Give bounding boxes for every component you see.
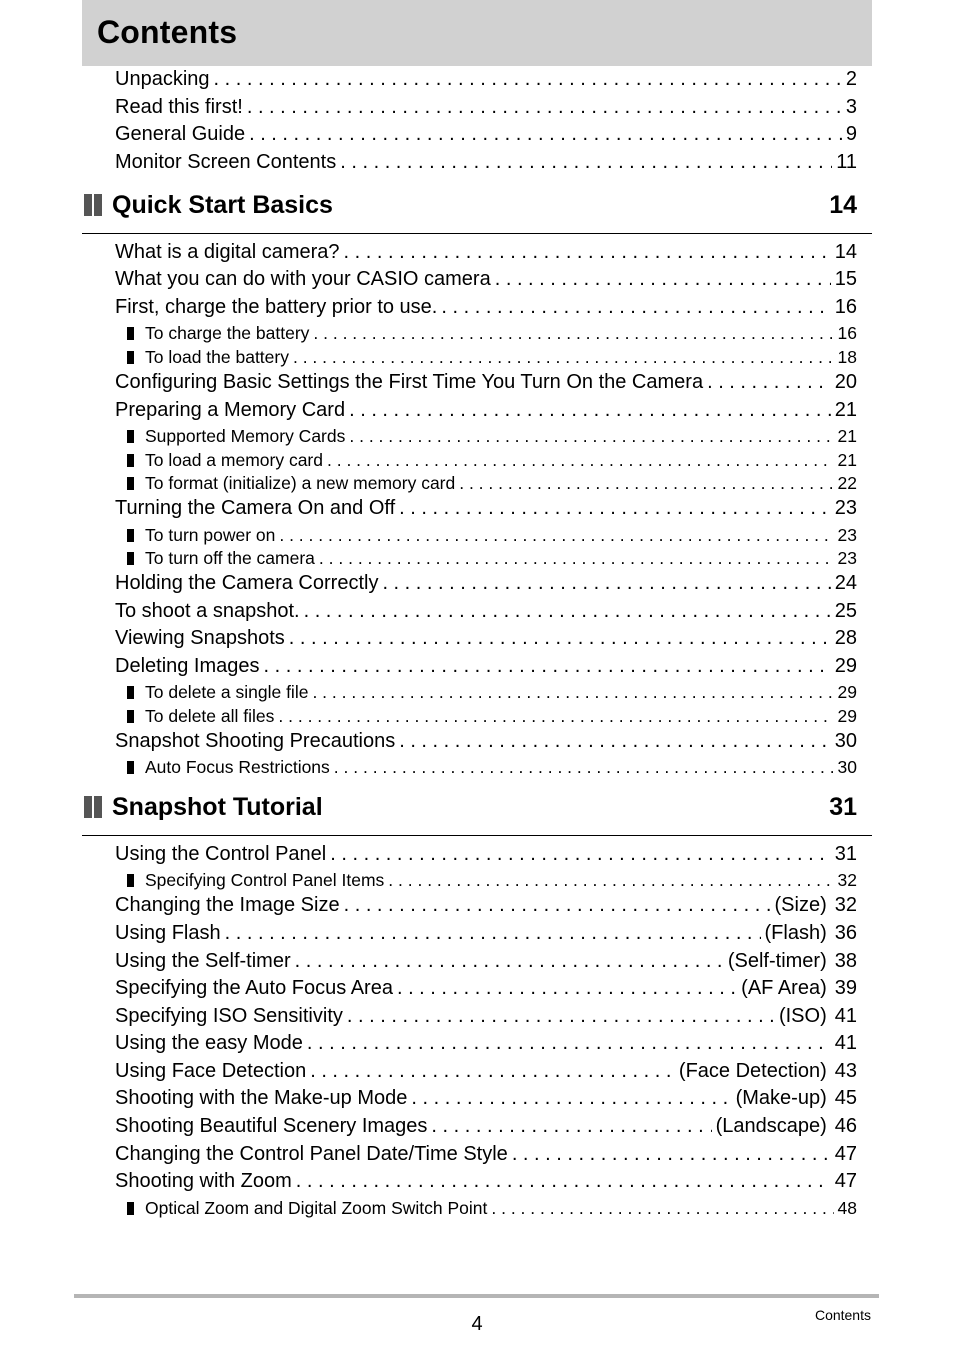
toc-entry[interactable] bbox=[115, 1143, 857, 1169]
toc-entry[interactable] bbox=[115, 572, 857, 598]
toc-entry[interactable] bbox=[115, 268, 857, 294]
dot-leader bbox=[249, 123, 842, 146]
toc-entry-label: To format (initialize) a new memory card bbox=[145, 473, 456, 493]
dot-leader bbox=[330, 843, 831, 866]
toc-entry-page: 2 bbox=[845, 68, 857, 90]
toc-entry-label: Holding the Camera Correctly bbox=[115, 572, 379, 594]
dot-leader bbox=[349, 399, 831, 422]
section-marker-icon bbox=[82, 796, 104, 818]
toc-entry-page: 32 bbox=[834, 894, 857, 916]
toc-entry-page: 23 bbox=[834, 497, 857, 519]
section-title: Snapshot Tutorial bbox=[112, 793, 323, 821]
toc-entry-page: 41 bbox=[834, 1032, 857, 1054]
toc-entry-label: Auto Focus Restrictions bbox=[145, 757, 330, 777]
toc-entry-label: Shooting with the Make-up Mode bbox=[115, 1087, 408, 1109]
section-page: 14 bbox=[829, 191, 857, 219]
toc-entry[interactable] bbox=[115, 371, 857, 397]
bullet-square-icon bbox=[127, 874, 134, 887]
bullet-square-icon bbox=[127, 327, 134, 340]
toc-subentry[interactable] bbox=[127, 450, 857, 472]
title-bar bbox=[82, 0, 872, 66]
toc-entry[interactable] bbox=[115, 600, 857, 626]
toc-entry[interactable] bbox=[115, 1115, 857, 1141]
toc-entry[interactable] bbox=[115, 1170, 857, 1196]
toc-entry-page: 22 bbox=[837, 473, 857, 493]
toc-entry-page: 20 bbox=[834, 371, 857, 393]
bullet-square-icon bbox=[127, 529, 134, 542]
toc-subentry[interactable] bbox=[127, 870, 857, 892]
bullet-square-icon bbox=[127, 552, 134, 565]
toc-entry-label: To delete a single file bbox=[145, 682, 309, 702]
dot-leader bbox=[707, 371, 831, 394]
toc-entry-label: Using Flash bbox=[115, 922, 221, 944]
toc-entry-label: Using the easy Mode bbox=[115, 1032, 303, 1054]
toc-entry[interactable] bbox=[115, 123, 857, 149]
toc-entry-mode-label: (Landscape) bbox=[715, 1115, 827, 1137]
toc-entry[interactable] bbox=[115, 296, 857, 322]
dot-leader bbox=[399, 730, 831, 753]
toc-entry-label: Specifying the Auto Focus Area bbox=[115, 977, 393, 999]
dot-leader bbox=[334, 757, 834, 778]
toc-entry-mode-label: (Face Detection) bbox=[678, 1060, 827, 1082]
dot-leader bbox=[327, 450, 834, 471]
toc-entry-page: 46 bbox=[834, 1115, 857, 1137]
toc-entry-label: Monitor Screen Contents bbox=[115, 151, 337, 173]
dot-leader bbox=[264, 655, 831, 678]
dot-leader bbox=[214, 68, 842, 91]
dot-leader bbox=[344, 241, 831, 264]
dot-leader bbox=[278, 706, 833, 727]
toc-entry-label: Using Face Detection bbox=[115, 1060, 307, 1082]
bullet-square-icon bbox=[127, 430, 134, 443]
toc-entry[interactable] bbox=[115, 627, 857, 653]
toc-entry-label: To turn off the camera bbox=[145, 548, 315, 568]
bullet-square-icon bbox=[127, 761, 134, 774]
dot-leader bbox=[459, 473, 833, 494]
toc-entry[interactable] bbox=[115, 894, 857, 920]
toc-entry-label: What is a digital camera? bbox=[115, 241, 340, 263]
toc-entry-label: Specifying Control Panel Items bbox=[145, 870, 385, 890]
bullet-square-icon bbox=[127, 1202, 134, 1215]
toc-entry-label: To charge the battery bbox=[145, 323, 310, 343]
toc-entry-page: 18 bbox=[837, 347, 857, 367]
toc-subentry[interactable] bbox=[127, 347, 857, 369]
dot-leader bbox=[431, 1115, 711, 1138]
dot-leader bbox=[397, 977, 737, 1000]
toc-entry-label: Changing the Control Panel Date/Time Style bbox=[115, 1143, 508, 1165]
toc-entry-page: 14 bbox=[834, 241, 857, 263]
toc-entry[interactable] bbox=[115, 399, 857, 425]
toc-entry[interactable] bbox=[115, 950, 857, 976]
section-title: Quick Start Basics bbox=[112, 191, 333, 219]
toc-entry-page: 25 bbox=[834, 600, 857, 622]
toc-entry-page: 30 bbox=[834, 730, 857, 752]
dot-leader bbox=[307, 1032, 831, 1055]
toc-entry-page: 21 bbox=[834, 399, 857, 421]
dot-leader bbox=[310, 1060, 675, 1083]
toc-entry-page: 29 bbox=[837, 682, 857, 702]
toc-entry-label: Snapshot Shooting Precautions bbox=[115, 730, 396, 752]
toc-subentry[interactable] bbox=[127, 525, 857, 547]
toc-entry-page: 30 bbox=[837, 757, 857, 777]
toc-subentry[interactable] bbox=[127, 473, 857, 495]
dot-leader bbox=[340, 151, 832, 174]
toc-subentry[interactable] bbox=[127, 706, 857, 728]
dot-leader bbox=[293, 347, 834, 368]
toc-entry-label: Supported Memory Cards bbox=[145, 426, 346, 446]
toc-entry-label: Changing the Image Size bbox=[115, 894, 340, 916]
toc-entry-label: Deleting Images bbox=[115, 655, 260, 677]
toc-entry-label: Shooting with Zoom bbox=[115, 1170, 292, 1192]
dot-leader bbox=[411, 1087, 731, 1110]
dot-leader bbox=[296, 1170, 831, 1193]
bullet-square-icon bbox=[127, 454, 134, 467]
toc-entry-page: 36 bbox=[834, 922, 857, 944]
toc-entry[interactable] bbox=[115, 151, 857, 177]
toc-entry-page: 43 bbox=[834, 1060, 857, 1082]
dot-leader bbox=[441, 296, 830, 319]
dot-leader bbox=[225, 922, 761, 945]
dot-leader bbox=[344, 894, 771, 917]
dot-leader bbox=[347, 1005, 775, 1028]
toc-entry-label: To turn power on bbox=[145, 525, 276, 545]
toc-entry-mode-label: (Self-timer) bbox=[727, 950, 827, 972]
toc-entry-mode-label: (ISO) bbox=[778, 1005, 827, 1027]
dot-leader bbox=[312, 682, 833, 703]
toc-entry-page: 23 bbox=[837, 525, 857, 545]
toc-entry-label: To delete all files bbox=[145, 706, 275, 726]
bullet-square-icon bbox=[127, 477, 134, 490]
toc-entry-page: 45 bbox=[834, 1087, 857, 1109]
toc-entry-page: 31 bbox=[834, 843, 857, 865]
toc-entry-page: 39 bbox=[834, 977, 857, 999]
toc-entry-label: Optical Zoom and Digital Zoom Switch Point bbox=[145, 1198, 488, 1218]
toc-entry-label: Read this first! bbox=[115, 96, 243, 118]
section-header[interactable] bbox=[82, 191, 872, 234]
dot-leader bbox=[319, 548, 834, 569]
toc-entry-label: Viewing Snapshots bbox=[115, 627, 285, 649]
dot-leader bbox=[382, 572, 830, 595]
toc-entry[interactable] bbox=[115, 241, 857, 267]
dot-leader bbox=[295, 950, 724, 973]
toc-entry-page: 3 bbox=[845, 96, 857, 118]
bullet-square-icon bbox=[127, 351, 134, 364]
toc-entry[interactable] bbox=[115, 843, 857, 869]
toc-entry[interactable] bbox=[115, 68, 857, 94]
dot-leader bbox=[313, 323, 833, 344]
toc-entry-page: 32 bbox=[837, 870, 857, 890]
dot-leader bbox=[388, 870, 833, 891]
toc-entry-label: Turning the Camera On and Off bbox=[115, 497, 396, 519]
footer-section-label: Contents bbox=[814, 1307, 871, 1323]
toc-entry-label: What you can do with your CASIO camera bbox=[115, 268, 491, 290]
footer-divider bbox=[74, 1294, 879, 1298]
toc-entry-mode-label: (Size) bbox=[774, 894, 827, 916]
toc-entry-page: 38 bbox=[834, 950, 857, 972]
toc-entry-page: 28 bbox=[834, 627, 857, 649]
toc-entry[interactable] bbox=[115, 977, 857, 1003]
dot-leader bbox=[512, 1143, 831, 1166]
toc-entry-page: 21 bbox=[837, 450, 857, 470]
dot-leader bbox=[247, 96, 842, 119]
toc-entry-label: First, charge the battery prior to use. bbox=[115, 296, 438, 318]
toc-entry-page: 24 bbox=[834, 572, 857, 594]
toc-entry-page: 48 bbox=[837, 1198, 857, 1218]
toc-entry[interactable] bbox=[115, 1032, 857, 1058]
section-marker-icon bbox=[82, 194, 104, 216]
toc-entry-label: Configuring Basic Settings the First Time You Turn On the Camera bbox=[115, 371, 704, 393]
toc-entry-page: 16 bbox=[834, 296, 857, 318]
toc-entry-page: 11 bbox=[836, 151, 857, 173]
toc-subentry[interactable] bbox=[127, 757, 857, 779]
toc-entry[interactable] bbox=[115, 1060, 857, 1086]
section-page: 31 bbox=[829, 793, 857, 821]
toc-entry-label: Specifying ISO Sensitivity bbox=[115, 1005, 343, 1027]
toc-entry-page: 47 bbox=[834, 1170, 857, 1192]
toc-entry-label: Preparing a Memory Card bbox=[115, 399, 346, 421]
toc-subentry[interactable] bbox=[127, 1198, 857, 1220]
toc-entry-page: 16 bbox=[837, 323, 857, 343]
toc-subentry[interactable] bbox=[127, 426, 857, 448]
toc-subentry[interactable] bbox=[127, 323, 857, 345]
toc-entry[interactable] bbox=[115, 1087, 857, 1113]
toc-entry-page: 23 bbox=[837, 548, 857, 568]
toc-entry-label: Using the Self-timer bbox=[115, 950, 291, 972]
dot-leader bbox=[399, 497, 831, 520]
toc-subentry[interactable] bbox=[127, 682, 857, 704]
dot-leader bbox=[304, 600, 831, 623]
dot-leader bbox=[491, 1198, 833, 1219]
toc-entry[interactable] bbox=[115, 730, 857, 756]
section-header[interactable] bbox=[82, 793, 872, 836]
toc-entry[interactable] bbox=[115, 655, 857, 681]
bullet-square-icon bbox=[127, 686, 134, 699]
toc-entry-page: 29 bbox=[837, 706, 857, 726]
toc-subentry[interactable] bbox=[127, 548, 857, 570]
toc-entry-label: General Guide bbox=[115, 123, 246, 145]
toc-entry[interactable] bbox=[115, 1005, 857, 1031]
toc-entry-page: 9 bbox=[845, 123, 857, 145]
toc-entry-mode-label: (AF Area) bbox=[741, 977, 827, 999]
page-title: Contents bbox=[97, 14, 238, 50]
toc-entry-page: 41 bbox=[834, 1005, 857, 1027]
toc-entry[interactable] bbox=[115, 96, 857, 122]
toc-entry-page: 15 bbox=[834, 268, 857, 290]
toc-entry-label: To shoot a snapshot. bbox=[115, 600, 300, 622]
footer-page-number: 4 bbox=[471, 1313, 483, 1335]
dot-leader bbox=[279, 525, 833, 546]
toc-entry-page: 21 bbox=[837, 426, 857, 446]
toc-entry-mode-label: (Make-up) bbox=[735, 1087, 827, 1109]
toc-entry-label: To load the battery bbox=[145, 347, 289, 367]
toc-entry[interactable] bbox=[115, 497, 857, 523]
toc-entry[interactable] bbox=[115, 922, 857, 948]
dot-leader bbox=[289, 627, 831, 650]
toc-entry-label: To load a memory card bbox=[145, 450, 323, 470]
toc-entry-label: Shooting Beautiful Scenery Images bbox=[115, 1115, 428, 1137]
toc-entry-label: Unpacking bbox=[115, 68, 210, 90]
toc-entry-mode-label: (Flash) bbox=[764, 922, 827, 944]
dot-leader bbox=[349, 426, 833, 447]
toc-entry-page: 29 bbox=[834, 655, 857, 677]
bullet-square-icon bbox=[127, 710, 134, 723]
dot-leader bbox=[495, 268, 831, 291]
toc-entry-page: 47 bbox=[834, 1143, 857, 1165]
toc-entry-label: Using the Control Panel bbox=[115, 843, 327, 865]
